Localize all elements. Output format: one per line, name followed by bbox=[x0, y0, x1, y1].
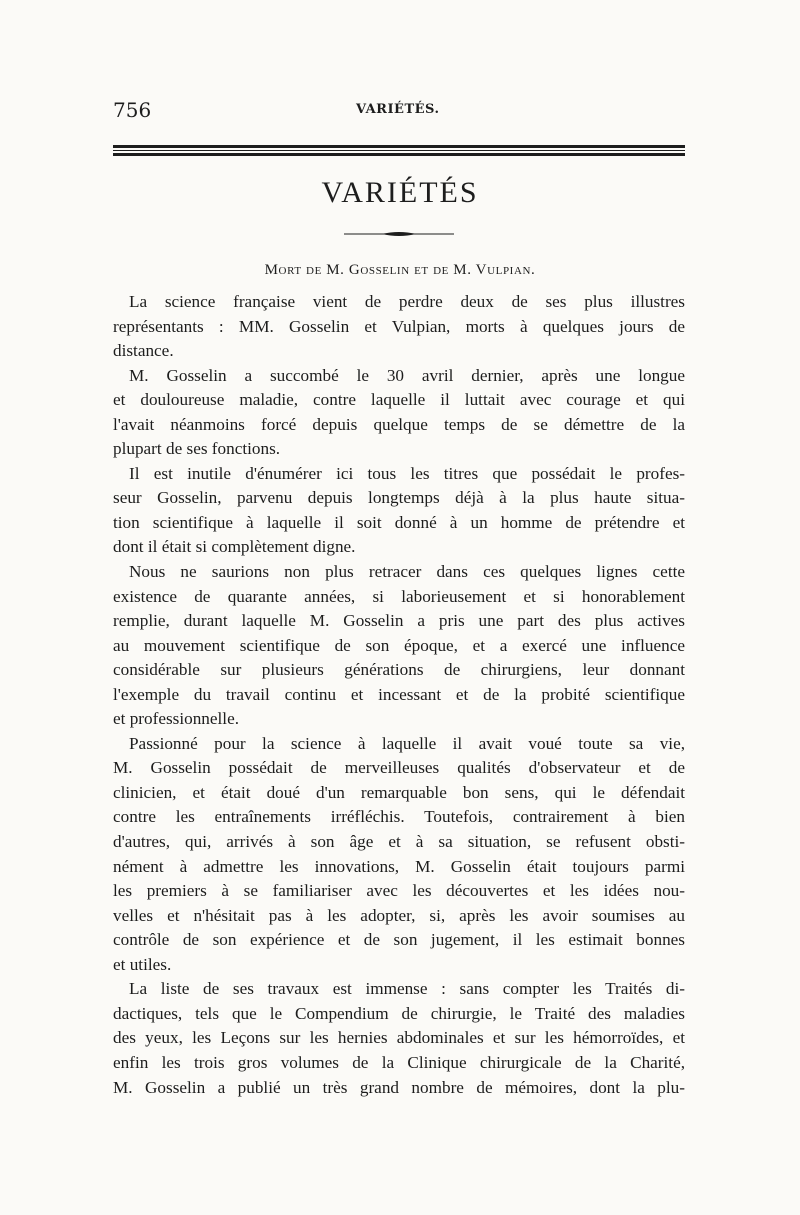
text-line: dont il était si complètement digne. bbox=[113, 537, 356, 557]
text-line: clinicien, et était doué d'un remarquable bon sens, qui le défendait bbox=[113, 782, 685, 802]
header-rule-thick bbox=[113, 145, 685, 148]
text-line: velles et n'hésitait pas à les adopter, si, après les avoir soumises au bbox=[113, 905, 685, 925]
text-line: et douloureuse maladie, contre laquelle il luttait avec courage et qui bbox=[113, 390, 685, 410]
article-subtitle: Mort de M. Gosselin et de M. Vulpian. bbox=[264, 262, 536, 278]
header-rule-thin bbox=[113, 150, 685, 151]
text-line: et utiles. bbox=[113, 954, 172, 974]
text-line: contre les entraînements irréfléchis. Toutefois, contrairement à bien bbox=[113, 807, 685, 827]
text-line: Passionné pour la science à laquelle il avait voué toute sa vie, bbox=[129, 733, 685, 753]
text-line: Il est inutile d'énumérer ici tous les titres que possédait le profes- bbox=[129, 463, 685, 483]
text-line: l'exemple du travail continu et incessant et de la probité scientifique bbox=[113, 684, 685, 704]
text-line: existence de quarante années, si laborieusement et si honorablement bbox=[113, 586, 685, 606]
article-body bbox=[113, 290, 685, 1100]
text-line: M. Gosselin a publié un très grand nombre de mémoires, dont la plu- bbox=[113, 1077, 685, 1097]
running-head bbox=[113, 98, 685, 126]
page-number: 756 bbox=[113, 98, 152, 122]
text-line: La liste de ses travaux est immense : sans compter les Traités di- bbox=[129, 979, 685, 999]
text-line: enfin les trois gros volumes de la Clinique chirurgicale de la Charité, bbox=[113, 1052, 685, 1072]
text-line: tion scientifique à laquelle il soit donné à un homme de prétendre et bbox=[113, 512, 685, 532]
text-line: considérable sur plusieurs générations de chirurgiens, leur donnant bbox=[113, 660, 685, 680]
text-line: l'avait néanmoins forcé depuis quelque temps de se démettre de la bbox=[113, 414, 685, 434]
text-line: contrôle de son expérience et de son jugement, il les estimait bonnes bbox=[113, 930, 685, 950]
text-line: distance. bbox=[113, 341, 174, 361]
header-rule-thick-lower bbox=[113, 153, 685, 156]
text-line: M. Gosselin possédait de merveilleuses qualités d'observateur et de bbox=[113, 758, 685, 778]
section-title: VARIÉTÉS bbox=[321, 176, 479, 209]
running-title: VARIÉTÉS. bbox=[356, 102, 440, 117]
text-line: Nous ne saurions non plus retracer dans ces quelques lignes cette bbox=[129, 562, 685, 582]
text-line: dactiques, tels que le Compendium de chirurgie, le Traité des maladies bbox=[113, 1003, 685, 1023]
text-line: représentants : MM. Gosselin et Vulpian, morts à quelques jours de bbox=[113, 316, 685, 336]
text-line: plupart de ses fonctions. bbox=[113, 439, 281, 459]
text-line: seur Gosselin, parvenu depuis longtemps déjà à la plus haute situa- bbox=[113, 488, 685, 508]
title-ornament-divider bbox=[344, 230, 454, 238]
text-line: les premiers à se familiariser avec les découvertes et les idées nou- bbox=[113, 881, 685, 901]
text-line: d'autres, qui, arrivés à son âge et à sa situation, se refusent obsti- bbox=[113, 832, 685, 852]
text-line: remplie, durant laquelle M. Gosselin a pris une part des plus actives bbox=[113, 611, 685, 631]
text-line: La science française vient de perdre deux de ses plus illustres bbox=[129, 292, 685, 311]
text-line: et professionnelle. bbox=[113, 709, 240, 729]
text-line: au mouvement scientifique de son époque, et a exercé une influence bbox=[113, 635, 685, 655]
text-line: M. Gosselin a succombé le 30 avril dernier, après une longue bbox=[129, 365, 685, 385]
text-line: des yeux, les Leçons sur les hernies abdominales et sur les hémorroïdes, et bbox=[113, 1028, 685, 1048]
text-line: nément à admettre les innovations, M. Gosselin était toujours parmi bbox=[113, 856, 685, 876]
